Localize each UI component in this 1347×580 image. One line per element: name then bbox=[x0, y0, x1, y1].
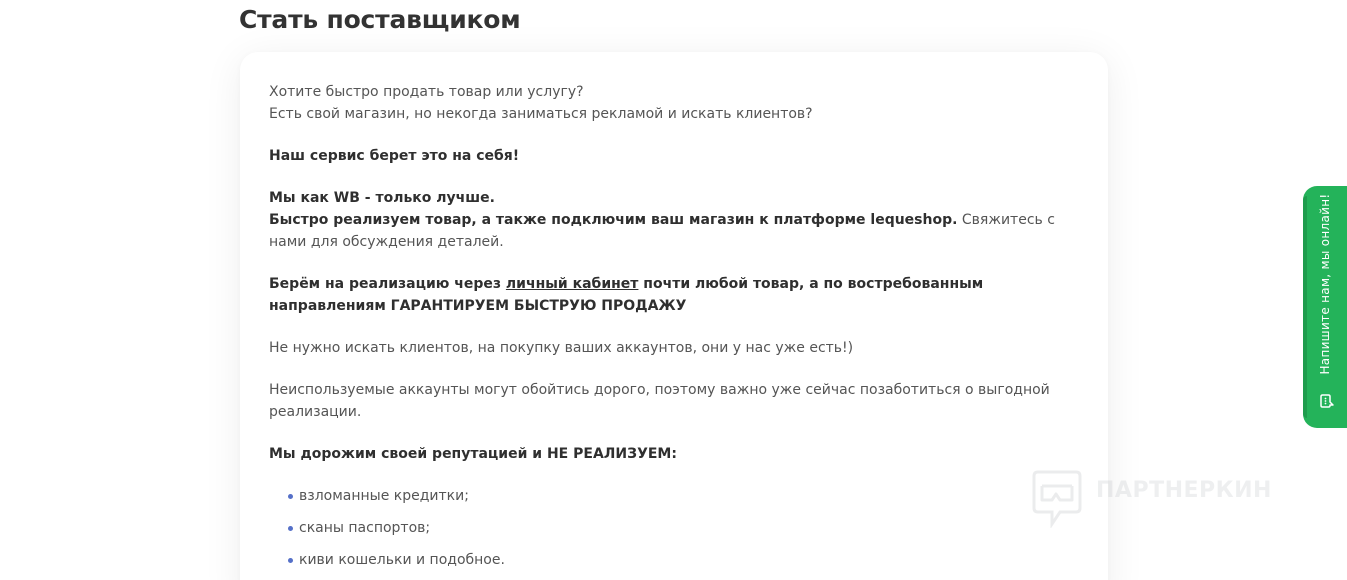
chat-bubble-icon bbox=[1318, 392, 1336, 410]
chat-widget-button[interactable] bbox=[1303, 186, 1347, 428]
list-item-text: киви кошельки и подобное. bbox=[299, 552, 505, 568]
list-item bbox=[288, 549, 1069, 571]
personal-cabinet-link[interactable]: личный кабинет bbox=[505, 276, 639, 292]
watermark-text: ПАРТНЕРКИН bbox=[1096, 478, 1272, 503]
page-title: Стать поставщиком bbox=[239, 5, 521, 34]
platform-text: Свяжитесь с нами для обсуждения деталей. bbox=[269, 212, 1055, 250]
intro-paragraph bbox=[269, 81, 1069, 125]
reputation-bold-text: Мы дорожим своей репутацией и НЕ РЕАЛИЗУЕМ: bbox=[269, 446, 677, 462]
realization-prefix: Берём на реализацию через bbox=[269, 276, 506, 292]
reputation-paragraph bbox=[269, 443, 1069, 465]
content-card bbox=[240, 52, 1108, 580]
list-item bbox=[288, 517, 1069, 539]
bullet-icon bbox=[288, 494, 293, 499]
platform-paragraph bbox=[269, 187, 1069, 253]
list-item bbox=[288, 485, 1069, 507]
platform-bold-text: Быстро реализуем товар, а также подключим ваш магазин к платформе lequeshop. bbox=[269, 212, 958, 228]
list-item-text: взломанные кредитки; bbox=[299, 488, 469, 504]
wb-line: Мы как WB - только лучше. bbox=[269, 190, 495, 206]
list-item-text: сканы паспортов; bbox=[299, 520, 431, 536]
unused-accounts-paragraph: Неиспользуемые аккаунты могут обойтись дорого, поэтому важно уже сейчас позаботиться о выгодной реализации. bbox=[269, 382, 1050, 420]
no-clients-paragraph: Не нужно искать клиентов, на покупку ваших аккаунтов, они у нас уже есть!) bbox=[269, 340, 854, 356]
service-bold-text: Наш сервис берет это на себя! bbox=[269, 148, 520, 164]
partnerkin-logo-icon bbox=[1030, 470, 1084, 528]
realization-paragraph bbox=[269, 273, 1069, 317]
realization-bold bbox=[269, 276, 983, 314]
intro-line-1: Хотите быстро продать товар или услугу? bbox=[269, 84, 584, 100]
intro-line-2: Есть свой магазин, но некогда заниматься рекламой и искать клиентов? bbox=[269, 106, 813, 122]
bullet-icon bbox=[288, 526, 293, 531]
not-sold-list bbox=[269, 485, 1069, 571]
service-paragraph bbox=[269, 145, 1069, 167]
bullet-icon bbox=[288, 558, 293, 563]
watermark bbox=[1030, 470, 1300, 528]
realization-suffix: почти любой товар, а по востребованным направлениям ГАРАНТИРУЕМ БЫСТРУЮ ПРОДАЖУ bbox=[269, 276, 984, 314]
chat-widget-label: Напишите нам, мы онлайн! bbox=[1318, 193, 1332, 375]
card-body bbox=[269, 81, 1069, 580]
